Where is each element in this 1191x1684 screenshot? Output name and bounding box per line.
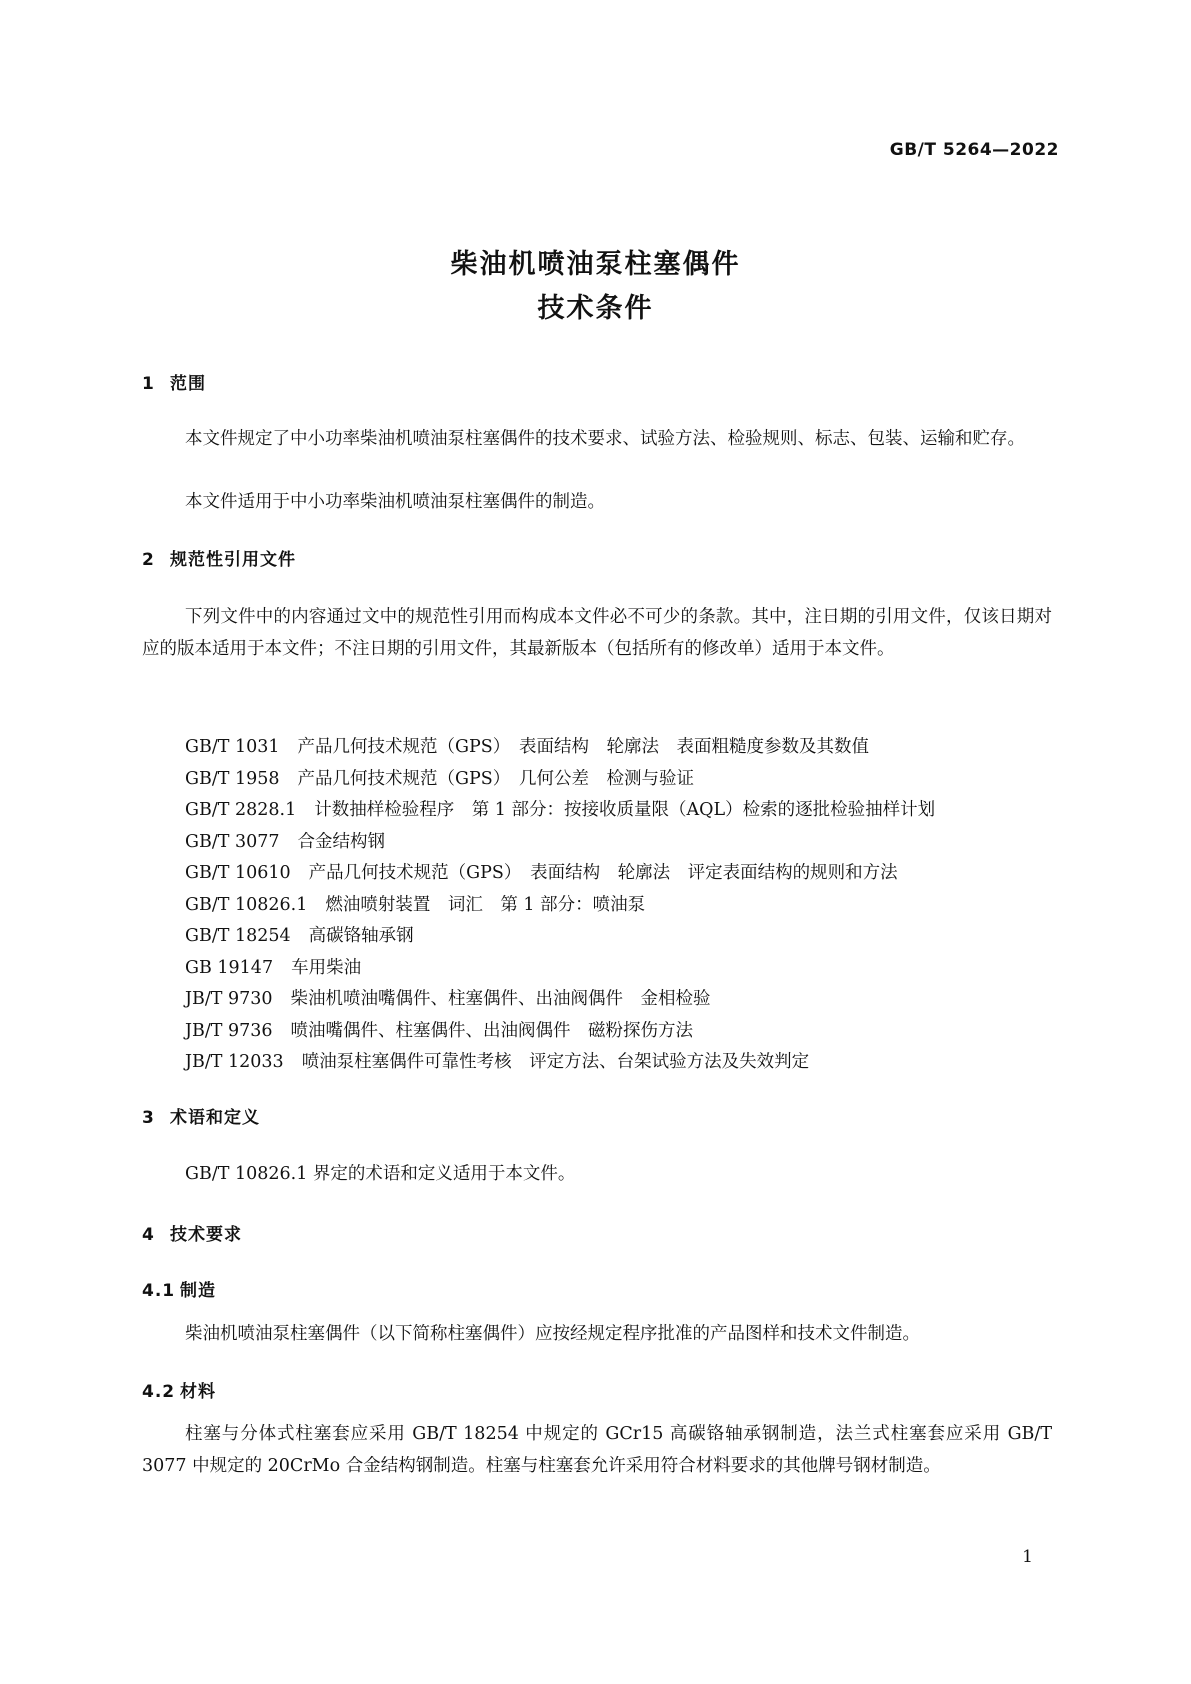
reference-title: 计数抽样检验程序 第 1 部分：按接收质量限（AQL）检索的逐批检验抽样计划 <box>314 800 936 820</box>
document-title <box>0 243 1191 331</box>
reference-title: 合金结构钢 <box>297 831 386 852</box>
section-title: 技术要求 <box>170 1225 242 1245</box>
reference-title: 产品几何技术规范（GPS） 表面结构 轮廓法 评定表面结构的规则和方法 <box>308 863 898 883</box>
reference-code: GB/T 10610 <box>185 863 291 883</box>
reference-title: 产品几何技术规范（GPS） 表面结构 轮廓法 表面粗糙度参数及其数值 <box>297 737 870 757</box>
title-line-1: 柴油机喷油泵柱塞偶件 <box>450 249 741 280</box>
reference-item <box>185 827 935 859</box>
reference-title: 产品几何技术规范（GPS） 几何公差 检测与验证 <box>297 768 695 789</box>
normative-intro: 下列文件中的内容通过文中的规范性引用而构成本文件必不可少的条款。其中，注日期的引用文件，仅该日期对应的版本适用于本文件；不注日期的引用文件，其最新版本（包括所有的修改单）适用于本文件。 <box>142 607 1052 659</box>
terms-paragraph: GB/T 10826.1 界定的术语和定义适用于本文件。 <box>185 1164 576 1184</box>
reference-title: 喷油嘴偶件、柱塞偶件、出油阀偶件 磁粉探伤方法 <box>290 1020 694 1041</box>
reference-code: GB/T 3077 <box>185 831 280 852</box>
reference-code: GB/T 18254 <box>185 926 291 946</box>
subsection-number: 4.2 <box>142 1382 176 1402</box>
reference-code: JB/T 12033 <box>185 1052 284 1072</box>
material-paragraph: 柱塞与分体式柱塞套应采用 GB/T 18254 中规定的 GCr15 高碳铬轴承钢制造，法兰式柱塞套应采用 GB/T 3077 中规定的 20CrMo 合金结构钢制造。柱塞与柱塞套允许采用符合材料要求的其他牌号钢材制造。 <box>142 1424 1052 1476</box>
reference-code: GB/T 10826.1 <box>185 894 308 915</box>
reference-item <box>185 984 935 1016</box>
reference-code: JB/T 9736 <box>185 1020 273 1041</box>
subsection-title: 材料 <box>180 1382 216 1402</box>
subsection-4-1-heading <box>142 1276 216 1301</box>
section-2-heading <box>142 545 296 570</box>
section-title: 范围 <box>170 374 206 394</box>
reference-item <box>185 1047 935 1079</box>
reference-item <box>185 858 935 890</box>
section-3-heading <box>142 1103 260 1128</box>
standard-number: GB/T 5264—2022 <box>889 140 1059 160</box>
reference-item <box>185 953 935 985</box>
subsection-title: 制造 <box>180 1281 216 1301</box>
subsection-4-2-heading <box>142 1377 216 1402</box>
title-line-2: 技术条件 <box>537 293 654 324</box>
reference-item <box>185 764 935 796</box>
reference-item <box>185 795 935 827</box>
section-number: 2 <box>142 550 155 570</box>
reference-title: 燃油喷射装置 词汇 第 1 部分：喷油泵 <box>325 894 646 915</box>
section-4-heading <box>142 1220 242 1245</box>
reference-title: 车用柴油 <box>291 957 362 978</box>
section-1-heading <box>142 369 206 394</box>
section-title: 术语和定义 <box>170 1108 260 1128</box>
normative-reference-list <box>185 732 935 1079</box>
reference-code: JB/T 9730 <box>185 989 273 1009</box>
reference-code: GB/T 2828.1 <box>185 800 297 820</box>
reference-item <box>185 732 935 764</box>
reference-title: 喷油泵柱塞偶件可靠性考核 评定方法、台架试验方法及失效判定 <box>301 1052 810 1072</box>
section-number: 3 <box>142 1108 155 1128</box>
reference-code: GB/T 1958 <box>185 768 280 789</box>
reference-item <box>185 921 935 953</box>
subsection-number: 4.1 <box>142 1281 176 1301</box>
section-title: 规范性引用文件 <box>170 550 296 570</box>
section-number: 1 <box>142 374 155 394</box>
scope-paragraph-1: 本文件规定了中小功率柴油机喷油泵柱塞偶件的技术要求、试验方法、检验规则、标志、包装、运输和贮存。 <box>185 429 1025 449</box>
page-number: 1 <box>1022 1547 1033 1567</box>
reference-code: GB/T 1031 <box>185 737 280 757</box>
reference-item <box>185 890 935 922</box>
reference-code: GB 19147 <box>185 957 274 978</box>
section-number: 4 <box>142 1225 155 1245</box>
scope-paragraph-2: 本文件适用于中小功率柴油机喷油泵柱塞偶件的制造。 <box>185 492 605 512</box>
reference-item <box>185 1016 935 1048</box>
reference-title: 高碳铬轴承钢 <box>308 926 414 946</box>
reference-title: 柴油机喷油嘴偶件、柱塞偶件、出油阀偶件 金相检验 <box>290 989 711 1009</box>
manufacture-paragraph: 柴油机喷油泵柱塞偶件（以下简称柱塞偶件）应按经规定程序批准的产品图样和技术文件制造。 <box>185 1324 920 1344</box>
